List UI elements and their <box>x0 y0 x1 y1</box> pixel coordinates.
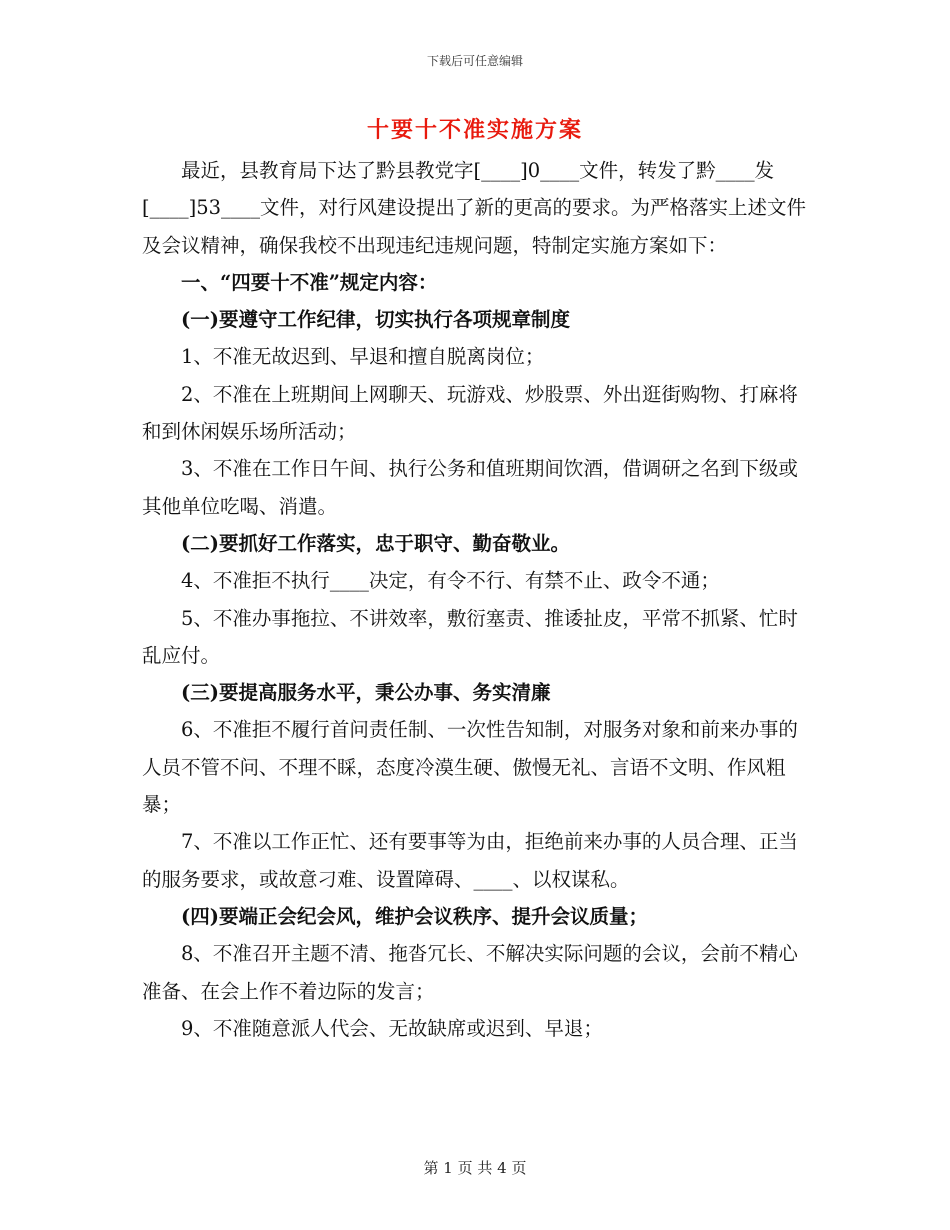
section-heading: 一、“四要十不准”规定内容： <box>181 270 438 294</box>
rule-item: 9、不准随意派人代会、无故缺席或迟到、早退； <box>181 1016 603 1040</box>
subsection-heading: (四)要端正会纪会风，维护会议秩序、提升会议质量； <box>181 904 648 928</box>
rule-item: 3、不准在工作日午间、执行公务和值班期间饮酒，借调研之名到下级或其他单位吃喝、消遣。 <box>142 457 798 518</box>
intro-paragraph: 最近，县教育局下达了黔县教党字[____]0____文件，转发了黔____发[____]53____文件，对行风建设提出了新的更高的要求。为严格落实上述文件及会议精神，确保我校不出现违纪违规问题，特制定实施方案如下： <box>142 159 807 257</box>
rule-item: 1、不准无故迟到、早退和擅自脱离岗位； <box>181 345 545 369</box>
header-note: 下载后可任意编辑 <box>426 54 523 68</box>
rule-item: 6、不准拒不履行首问责任制、一次性告知制，对服务对象和前来办事的人员不管不问、不理不睬，态度冷漠生硬、傲慢无礼、言语不文明、作风粗暴； <box>142 718 798 817</box>
document-body <box>142 152 812 1047</box>
subsection-heading: (二)要抓好工作落实，忠于职守、勤奋敬业。 <box>181 531 570 555</box>
subsection-heading: (一)要遵守工作纪律，切实执行各项规章制度 <box>181 308 570 332</box>
rule-item: 2、不准在上班期间上网聊天、玩游戏、炒股票、外出逛街购物、打麻将和到休闲娱乐场所活动； <box>142 382 798 444</box>
page-footer: 第 1 页 共 4 页 <box>423 1159 527 1177</box>
rule-item: 8、不准召开主题不清、拖沓冗长、不解决实际问题的会议，会前不精心准备、在会上作不着边际的发言； <box>142 942 798 1003</box>
rule-item: 4、不准拒不执行____决定，有令不行、有禁不止、政令不通； <box>181 569 720 593</box>
subsection-heading: (三)要提高服务水平，秉公办事、务实清廉 <box>181 681 551 705</box>
rule-item: 7、不准以工作正忙、还有要事等为由，拒绝前来办事的人员合理、正当的服务要求，或故意刁难、设置障碍、____、以权谋私。 <box>142 830 798 891</box>
rule-item: 5、不准办事拖拉、不讲效率，敷衍塞责、推诿扯皮，平常不抓紧、忙时乱应付。 <box>142 606 798 667</box>
document-title: 十要十不准实施方案 <box>366 117 583 143</box>
